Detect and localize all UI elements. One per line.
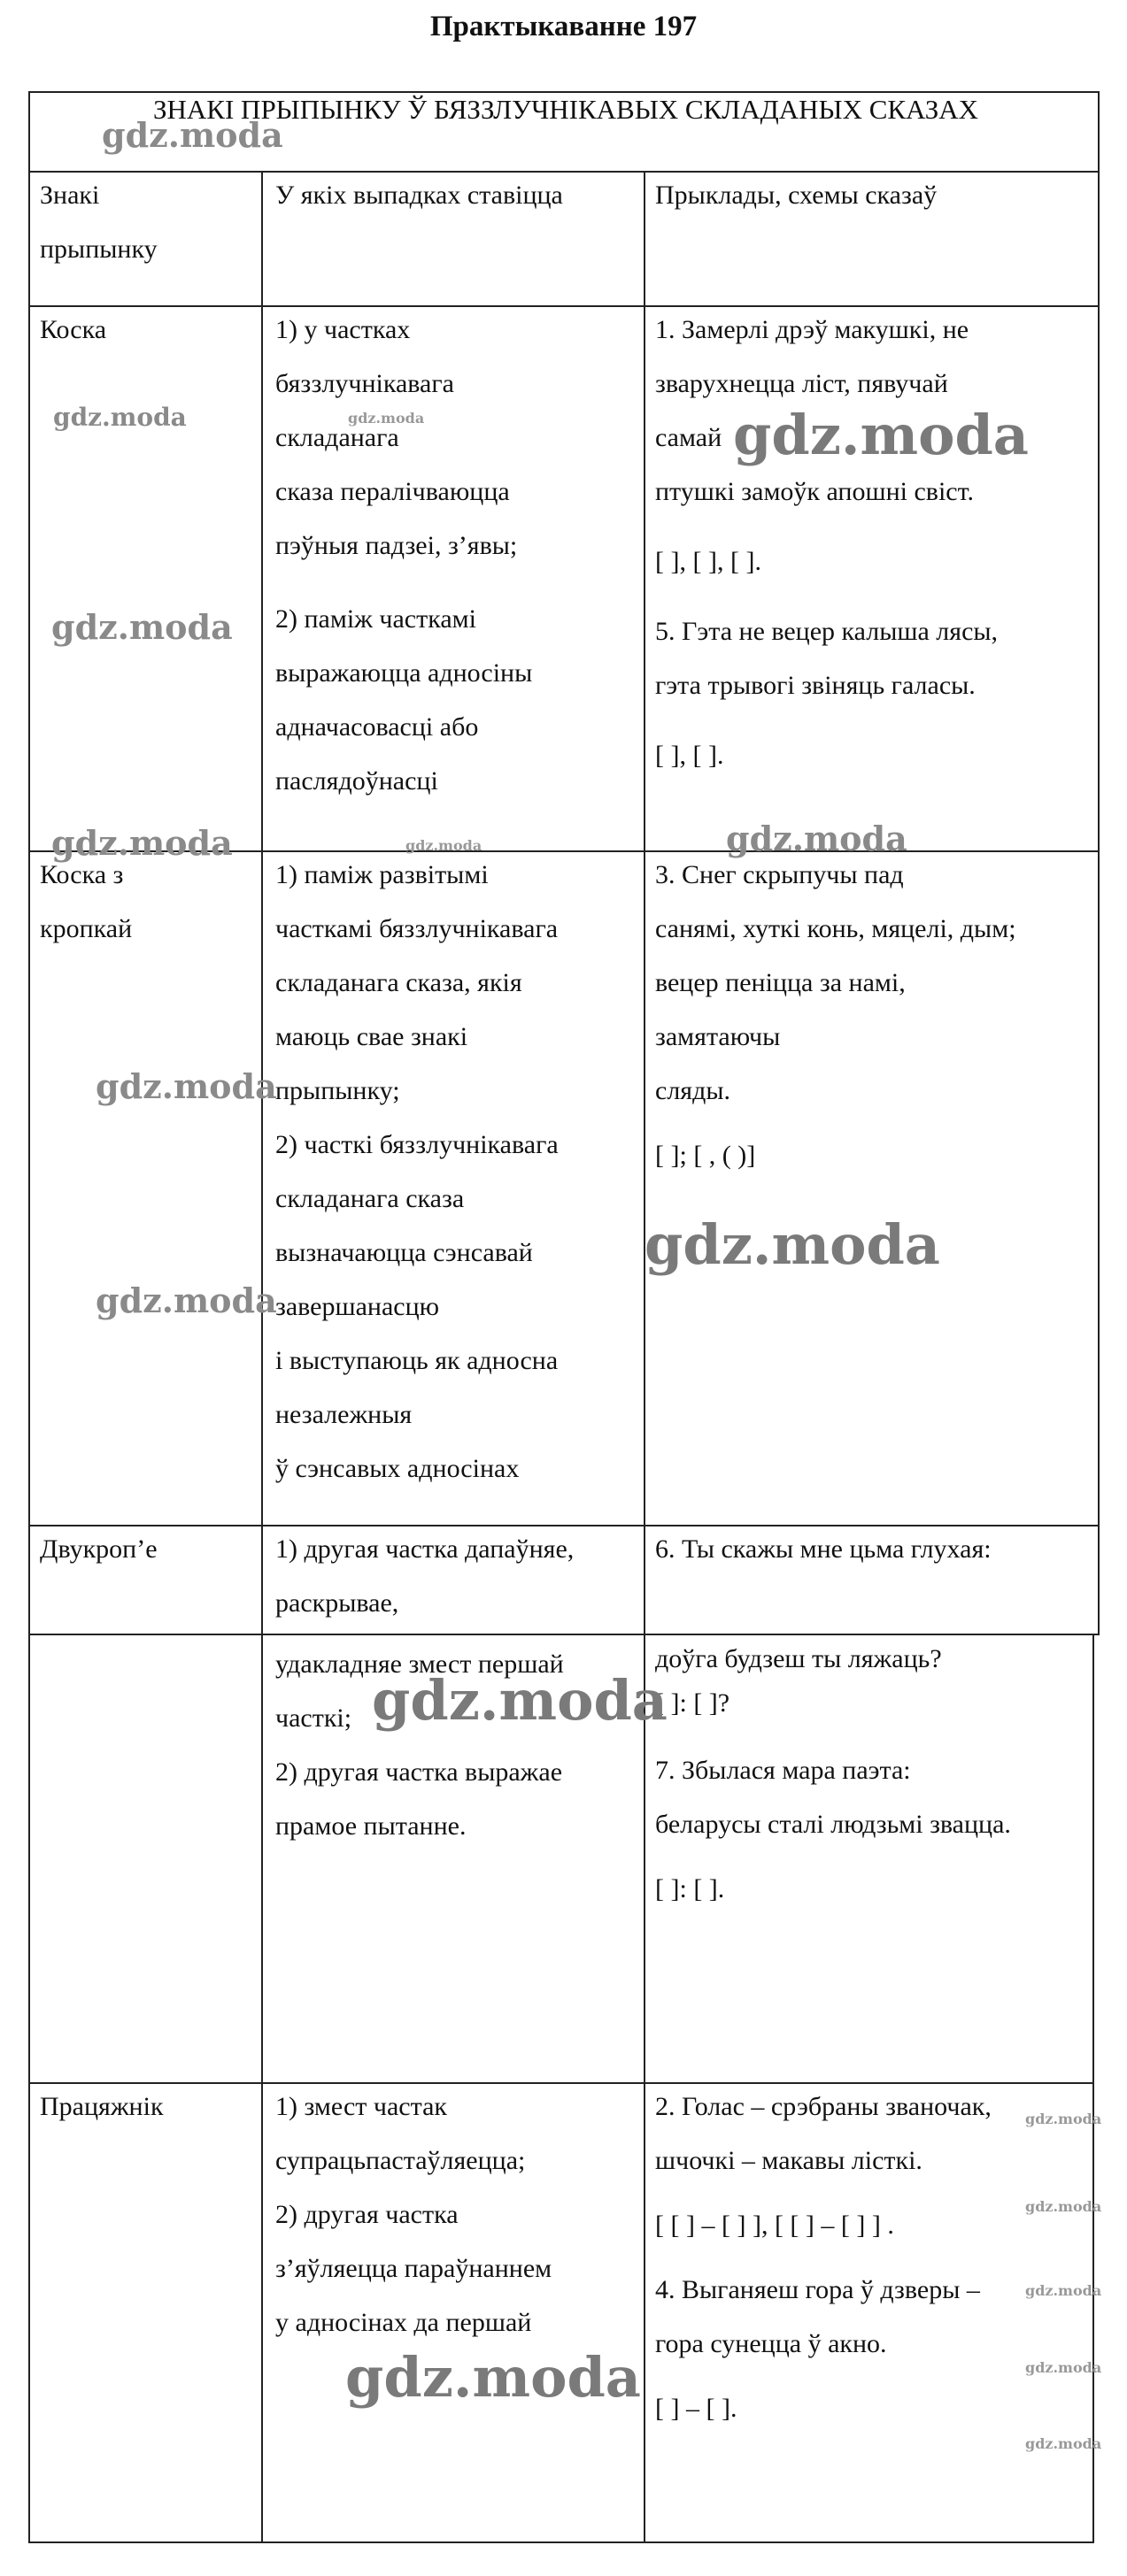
watermark: gdz.moda — [1025, 2435, 1102, 2452]
row4-sign: Працяжнік — [40, 2092, 164, 2121]
row4-cases: 1) змест частак супрацьпастаўляецца; 2) другая частка з’яўляецца параўнаннем у адносінах да першай — [275, 2092, 552, 2337]
watermark: gdz.moda — [372, 1668, 668, 1733]
row1-sign: Коска — [40, 315, 107, 344]
watermark: gdz.moda — [405, 837, 482, 854]
watermark: gdz.moda — [96, 1066, 277, 1106]
col-divider-2 — [644, 171, 645, 2543]
header-signs: Знакі прыпынку — [40, 181, 158, 264]
watermark: gdz.moda — [53, 403, 187, 432]
header-examples: Прыклады, схемы сказаў — [655, 181, 938, 210]
row2-examples: 3. Снег скрыпучы пад санямі, хуткі конь, мяцелі, дым; вецер пеніцца за намі, замятаючы сляды. [ ]; [ , ( )] — [655, 860, 1016, 1170]
page-title: Практыкаванне 197 — [429, 11, 698, 42]
watermark: gdz.moda — [345, 2345, 641, 2410]
watermark: gdz.moda — [1025, 2198, 1102, 2215]
watermark: gdz.moda — [733, 403, 1029, 467]
watermark: gdz.moda — [51, 823, 233, 863]
row2-sign: Коска з кропкай — [40, 860, 133, 943]
watermark: gdz.moda — [348, 410, 425, 427]
watermark: gdz.moda — [51, 607, 233, 647]
row3-cases: 1) другая частка дапаўняе, раскрывае, удакладняе змест першай часткі; 2) другая частка выражае прамое пытанне. — [275, 1534, 575, 1841]
watermark: gdz.moda — [1025, 2359, 1102, 2376]
watermark: gdz.moda — [726, 819, 907, 858]
row3-sign: Двукроп’е — [40, 1534, 158, 1564]
row4-examples: 2. Голас – срэбраны званочак, шчочкі – макавы лісткі. [ [ ] – [ ] ], [ [ ] – [ ] ] . 4. Выганяеш гора ў дзверы – гора сунецца ў акно. [ ] – [ ]. — [655, 2092, 992, 2423]
watermark: gdz.moda — [102, 115, 283, 155]
watermark: gdz.moda — [1025, 2282, 1102, 2299]
table-heading: ЗНАКІ ПРЫПЫНКУ Ў БЯЗЗЛУЧНІКАВЫХ СКЛАДАНЫХ СКАЗАХ — [153, 94, 978, 125]
row1-examples: 1. Замерлі дрэў макушкі, не зварухнецца ліст, пявучай самай птушкі замоўк апошні свіст. [ ], [ ], [ ]. 5. Гэта не вецер калыша лясы, гэта трывогі звіняць галасы. [ ], [ ]. — [655, 315, 999, 770]
rule-heading — [28, 171, 1100, 173]
watermark: gdz.moda — [645, 1212, 940, 1277]
row1-cases: 1) у частках бяззлучнікавага складанага сказа пералічваюцца пэўныя падзеі, з’явы; 2) паміж часткамі выражаюцца адносіны адначасовасці або паслядоўнасці — [275, 315, 533, 796]
row2-cases: 1) паміж развітымі часткамі бяззлучнікавага складанага сказа, якія маюць свае знакі прыпынку; 2) часткі бяззлучнікавага складанага сказа вызначаюцца сэнсавай завершанасцю і выступаюць як адносна незалежныя ў сэнсавых адносінах — [275, 860, 559, 1483]
header-cases: У якіх выпадках ставіцца — [275, 181, 563, 210]
col-divider-1 — [261, 171, 263, 2543]
watermark: gdz.moda — [1025, 2111, 1102, 2127]
watermark: gdz.moda — [96, 1280, 277, 1320]
row3-examples: 6. Ты скажы мне цьма глухая: доўга будзеш ты ляжаць? [ ]: [ ]? 7. Збылася мара паэта: беларусы сталі людзьмі звацца. [ ]: [ ]. — [655, 1534, 1011, 1903]
